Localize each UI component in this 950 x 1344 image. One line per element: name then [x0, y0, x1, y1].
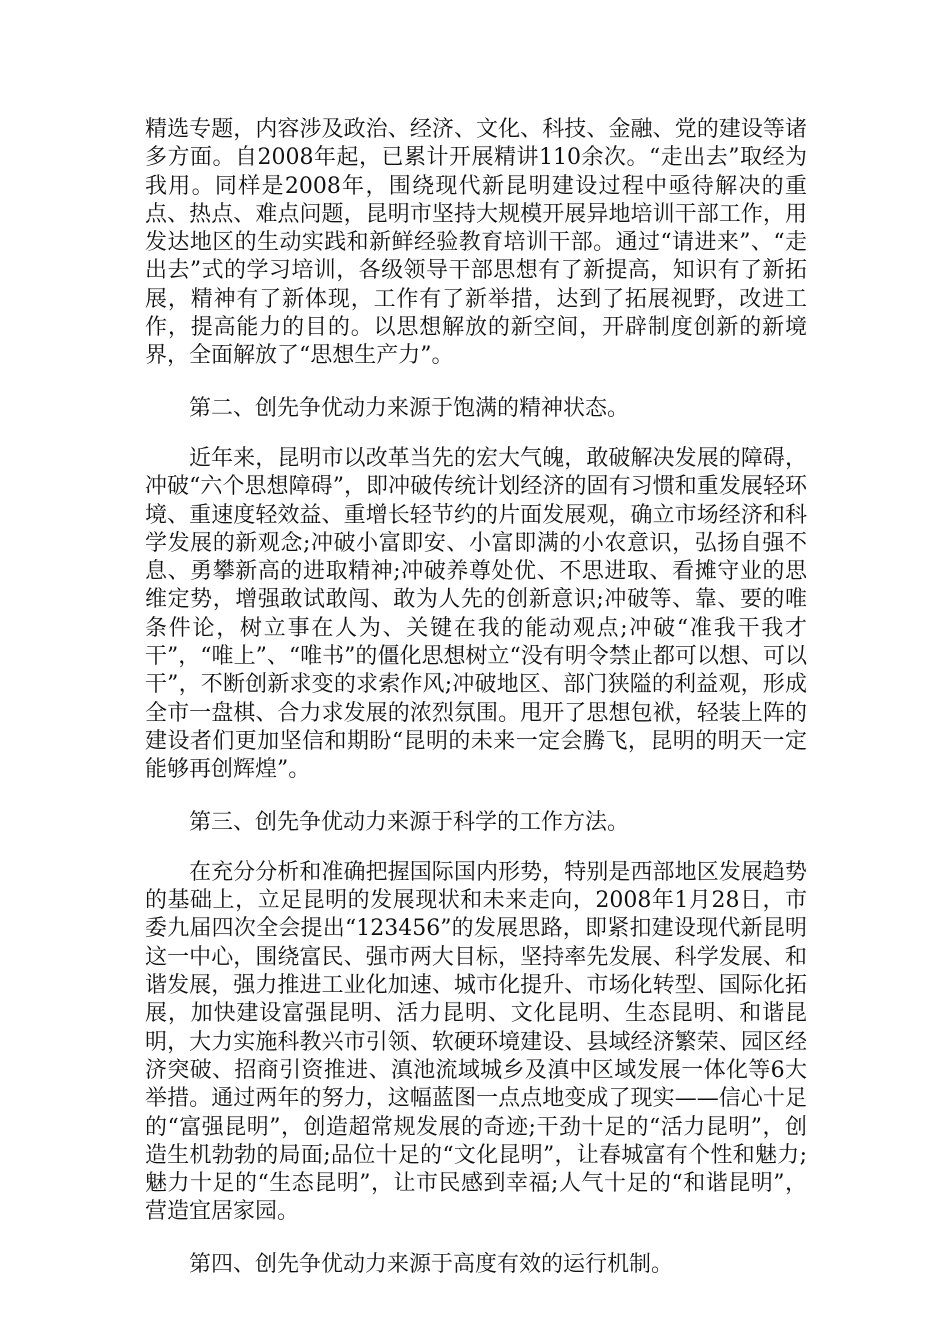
- paragraph-spirit: 近年来，昆明市以改革当先的宏大气魄，敢破解决发展的障碍，冲破“六个思想障碍”，即冲破传统计划经济的固有习惯和重发展轻环境、重速度轻效益、重增长轻节约的片面发展观，确立市场经济和科学发展的新观念;冲破小富即安、小富即满的小农意识，弘扬自强不息、勇攀新高的进取精神;冲破养尊处优、不思进取、看摊守业的思维定势，增强敢试敢闯、敢为人先的创新意识;冲破等、靠、要的唯条件论，树立事在人为、关键在我的能动观点;冲破“准我干我才干”，“唯上”、“唯书”的僵化思想树立“没有明令禁止都可以想、可以干”，不断创新求变的求索作风;冲破地区、部门狭隘的利益观，形成全市一盘棋、合力求发展的浓烈氛围。甩开了思想包袱，轻装上阵的建设者们更加坚信和期盼“昆明的未来一定会腾飞，昆明的明天一定能够再创辉煌”。: [145, 445, 807, 783]
- section-heading-3: 第三、创先争优动力来源于科学的工作方法。: [189, 809, 630, 835]
- paragraph-intro: 精选专题，内容涉及政治、经济、文化、科技、金融、党的建设等诸多方面。自2008年起，已累计开展精讲110余次。“走出去”取经为我用。同样是2008年，围绕现代新昆明建设过程中亟待解决的重点、热点、难点问题，昆明市坚持大规模开展异地培训干部工作，用发达地区的生动实践和新鲜经验教育培训干部。通过“请进来”、“走出去”式的学习培训，各级领导干部思想有了新提高，知识有了新拓展，精神有了新体现，工作有了新举措，达到了拓展视野，改进工作，提高能力的目的。以思想解放的新空间，开辟制度创新的新境界，全面解放了“思想生产力”。: [145, 117, 807, 369]
- section-heading-2: 第二、创先争优动力来源于饱满的精神状态。: [189, 395, 630, 421]
- paragraph-method: 在充分分析和准确把握国际国内形势，特别是西部地区发展趋势的基础上，立足昆明的发展现状和未来走向，2008年1月28日，市委九届四次全会提出“123456”的发展思路，即紧扣建设现代新昆明这一中心，围绕富民、强市两大目标，坚持率先发展、科学发展、和谐发展，强力推进工业化加速、城市化提升、市场化转型、国际化拓展，加快建设富强昆明、活力昆明、文化昆明、生态昆明、和谐昆明，大力实施科教兴市引领、软硬环境建设、县域经济繁荣、园区经济突破、招商引资推进、滇池流域城乡及滇中区域发展一体化等6大举措。通过两年的努力，这幅蓝图一点点地变成了现实——信心十足的“富强昆明”，创造超常规发展的奇迹;干劲十足的“活力昆明”，创造生机勃勃的局面;品位十足的“文化昆明”，让春城富有个性和魅力;魅力十足的“生态昆明”，让市民感到幸福;人气十足的“和谐昆明”，营造宜居家园。: [145, 859, 807, 1225]
- section-heading-4: 第四、创先争优动力来源于高度有效的运行机制。: [189, 1251, 674, 1277]
- document-page: [145, 116, 807, 1301]
